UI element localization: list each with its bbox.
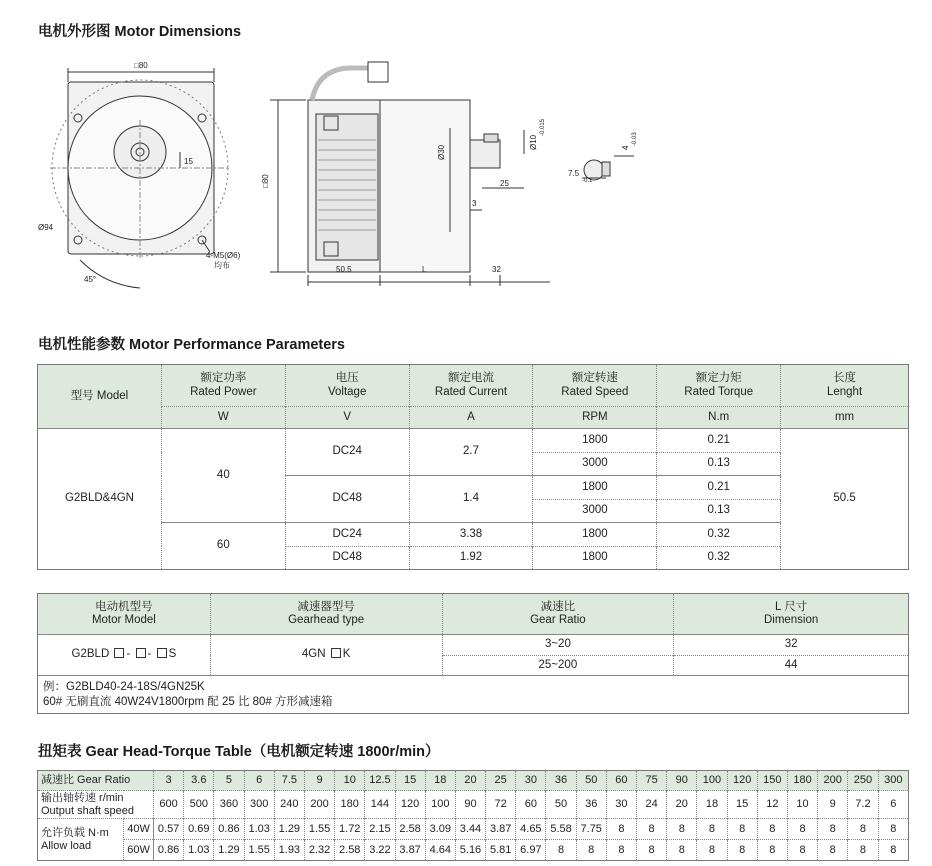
gear-header-ratio: 减速比 Gear Ratio	[442, 594, 674, 635]
torque-load-40w-cell: 8	[757, 819, 787, 840]
perf-unit-nm: N.m	[657, 407, 781, 429]
torque-speed-cell: 300	[244, 791, 274, 819]
perf-voltage: DC24	[285, 429, 409, 476]
torque-load-40w-cell: 4.65	[516, 819, 546, 840]
torque-speed-cell: 20	[667, 791, 697, 819]
torque-title: 扭矩表 Gear Head-Torque Table（电机额定转速 1800r/min）	[38, 744, 440, 760]
torque-speed-cell: 60	[516, 791, 546, 819]
torque-ratio-cell: 200	[818, 771, 848, 791]
torque-ratio-cell: 150	[757, 771, 787, 791]
torque-load-60w-cell: 8	[576, 840, 606, 861]
torque-ratio-cell: 50	[576, 771, 606, 791]
perf-rpm: 3000	[533, 452, 657, 476]
torque-speed-cell: 12	[757, 791, 787, 819]
torque-load-40w-cell: 0.86	[214, 819, 244, 840]
torque-load-60w-cell: 8	[667, 840, 697, 861]
torque-load-60w-cell: 5.16	[455, 840, 485, 861]
label-shaft-gap: 3	[472, 199, 477, 208]
torque-speed-cell: 7.2	[848, 791, 878, 819]
torque-speed-cell: 30	[606, 791, 636, 819]
perf-current: 2.7	[409, 429, 533, 476]
perf-header-speed: 额定转速 Rated Speed	[533, 365, 657, 407]
torque-load-60w-cell: 8	[637, 840, 667, 861]
torque-load-40w-label: 40W	[124, 819, 154, 840]
label-side-height: □80	[261, 174, 270, 188]
torque-ratio-cell: 7.5	[274, 771, 304, 791]
perf-current: 1.92	[409, 546, 533, 570]
torque-load-40w-cell: 3.87	[486, 819, 516, 840]
torque-speed-cell: 500	[184, 791, 214, 819]
performance-title: 电机性能参数 Motor Performance Parameters	[38, 337, 345, 353]
label-len-a: 50.5	[336, 265, 352, 274]
gear-note: 例：G2BLD40-24-18S/4GN25K 60# 无刷直流 40W24V1800rpm 配 25 比 80# 方形减速箱	[38, 676, 909, 714]
torque-load-60w-label: 60W	[124, 840, 154, 861]
label-key-htol: -0.03	[632, 132, 638, 146]
torque-ratio-cell: 300	[878, 771, 908, 791]
gear-dimension: 32	[674, 635, 909, 656]
label-angle: 45°	[84, 275, 97, 284]
torque-ratio-cell: 3	[154, 771, 184, 791]
performance-table	[37, 364, 909, 570]
torque-speed-label: 输出轴转速 r/min Output shaft speed	[38, 791, 154, 819]
label-holes-note: 均布	[214, 261, 230, 270]
perf-current: 3.38	[409, 523, 533, 547]
torque-load-60w-cell: 1.93	[274, 840, 304, 861]
torque-ratio-cell: 60	[606, 771, 636, 791]
torque-load-40w-cell: 1.03	[244, 819, 274, 840]
torque-load-40w-cell: 1.55	[304, 819, 334, 840]
torque-ratio-cell: 20	[455, 771, 485, 791]
torque-load-40w-cell: 7.75	[576, 819, 606, 840]
perf-header-voltage: 电压 Voltage	[285, 365, 409, 407]
torque-speed-cell: 10	[787, 791, 817, 819]
perf-power-60: 60	[161, 523, 285, 570]
perf-header-torque: 额定力矩 Rated Torque	[657, 365, 781, 407]
torque-load-40w-cell: 8	[697, 819, 727, 840]
label-pcd: Ø94	[38, 223, 54, 232]
torque-ratio-cell: 180	[787, 771, 817, 791]
torque-load-40w-cell: 8	[606, 819, 636, 840]
torque-load-40w-cell: 8	[727, 819, 757, 840]
torque-load-60w-cell: 3.22	[365, 840, 395, 861]
perf-voltage: DC48	[285, 546, 409, 570]
torque-ratio-cell: 12.5	[365, 771, 395, 791]
torque-load-60w-cell: 8	[787, 840, 817, 861]
torque-ratio-cell: 3.6	[184, 771, 214, 791]
torque-load-60w-cell: 1.55	[244, 840, 274, 861]
perf-rpm: 1800	[533, 476, 657, 500]
torque-ratio-cell: 25	[486, 771, 516, 791]
torque-speed-cell: 6	[878, 791, 908, 819]
torque-load-40w-cell: 8	[848, 819, 878, 840]
perf-current: 1.4	[409, 476, 533, 523]
perf-rpm: 1800	[533, 523, 657, 547]
torque-load-40w-cell: 3.09	[425, 819, 455, 840]
perf-unit-a: A	[409, 407, 533, 429]
torque-load-40w-cell: 8	[878, 819, 908, 840]
perf-header-power: 额定功率 Rated Power	[161, 365, 285, 407]
torque-ratio-cell: 100	[697, 771, 727, 791]
torque-load-40w-cell: 3.44	[455, 819, 485, 840]
perf-torque: 0.32	[657, 523, 781, 547]
perf-header-model: 型号 Model	[38, 365, 162, 429]
perf-rpm: 1800	[533, 546, 657, 570]
torque-ratio-cell: 250	[848, 771, 878, 791]
perf-torque: 0.21	[657, 476, 781, 500]
torque-ratio-cell: 10	[335, 771, 365, 791]
torque-ratio-cell: 30	[516, 771, 546, 791]
torque-load-60w-cell: 2.32	[304, 840, 334, 861]
torque-ratio-cell: 90	[667, 771, 697, 791]
torque-load-60w-cell: 8	[606, 840, 636, 861]
perf-rpm: 3000	[533, 499, 657, 523]
label-shaft-dia: Ø10	[529, 134, 538, 150]
torque-load-40w-cell: 8	[787, 819, 817, 840]
torque-speed-cell: 360	[214, 791, 244, 819]
torque-load-60w-cell: 2.58	[335, 840, 365, 861]
gear-dimension: 44	[674, 655, 909, 676]
label-bore: Ø30	[437, 144, 446, 160]
torque-speed-cell: 18	[697, 791, 727, 819]
label-len-shaft: 32	[492, 265, 501, 274]
torque-load-60w-cell: 6.97	[516, 840, 546, 861]
gear-ratio: 3~20	[442, 635, 674, 656]
label-len-l: L	[422, 265, 427, 274]
perf-unit-w: W	[161, 407, 285, 429]
torque-ratio-cell: 9	[304, 771, 334, 791]
torque-load-60w-cell: 3.87	[395, 840, 425, 861]
torque-speed-cell: 36	[576, 791, 606, 819]
torque-speed-cell: 15	[727, 791, 757, 819]
torque-load-label: 允许负载 N·m Allow load	[38, 819, 124, 861]
perf-model: G2BLD&4GN	[38, 429, 162, 570]
torque-load-60w-cell: 4.64	[425, 840, 455, 861]
torque-load-40w-cell: 0.57	[154, 819, 184, 840]
perf-torque: 0.13	[657, 452, 781, 476]
torque-load-40w-cell: 2.58	[395, 819, 425, 840]
torque-ratio-cell: 36	[546, 771, 576, 791]
torque-load-40w-cell: 2.15	[365, 819, 395, 840]
perf-power-40: 40	[161, 429, 285, 523]
gearhead-table	[37, 593, 909, 714]
torque-ratio-label: 减速比 Gear Ratio	[38, 771, 154, 791]
torque-load-60w-cell: 8	[546, 840, 576, 861]
torque-load-40w-cell: 5.58	[546, 819, 576, 840]
perf-unit-mm: mm	[781, 407, 909, 429]
perf-torque: 0.32	[657, 546, 781, 570]
perf-unit-v: V	[285, 407, 409, 429]
perf-length: 50.5	[781, 429, 909, 570]
perf-voltage: DC48	[285, 476, 409, 523]
torque-speed-cell: 600	[154, 791, 184, 819]
label-key-tol: -0.1	[582, 178, 593, 184]
torque-load-40w-cell: 0.69	[184, 819, 214, 840]
torque-load-60w-cell: 8	[848, 840, 878, 861]
torque-load-60w-cell: 8	[757, 840, 787, 861]
torque-load-60w-cell: 5.81	[486, 840, 516, 861]
gear-header-dimension: L 尺寸 Dimension	[674, 594, 909, 635]
torque-speed-cell: 200	[304, 791, 334, 819]
torque-speed-cell: 90	[455, 791, 485, 819]
perf-unit-rpm: RPM	[533, 407, 657, 429]
torque-load-60w-cell: 1.03	[184, 840, 214, 861]
label-key-h: 4	[621, 145, 630, 150]
perf-voltage: DC24	[285, 523, 409, 547]
label-square: □80	[134, 61, 148, 70]
torque-speed-cell: 24	[637, 791, 667, 819]
gear-header-motor: 电动机型号 Motor Model	[38, 594, 211, 635]
gear-motor-model: G2BLD - - S	[38, 635, 211, 676]
gear-ratio: 25~200	[442, 655, 674, 676]
torque-ratio-cell: 5	[214, 771, 244, 791]
label-holes: 4-M5(Ø6)	[206, 251, 241, 260]
label-key-w: 7.5	[568, 169, 580, 178]
torque-load-60w-cell: 1.29	[214, 840, 244, 861]
label-shaft-tol: -0.015	[540, 118, 546, 136]
torque-ratio-cell: 120	[727, 771, 757, 791]
torque-load-60w-cell: 0.86	[154, 840, 184, 861]
label-shaft-len: 25	[500, 179, 509, 188]
torque-speed-cell: 180	[335, 791, 365, 819]
perf-header-length: 长度 Lenght	[781, 365, 909, 407]
torque-load-60w-cell: 8	[697, 840, 727, 861]
perf-torque: 0.21	[657, 429, 781, 453]
gear-gearhead-type: 4GN K	[210, 635, 442, 676]
torque-speed-cell: 72	[486, 791, 516, 819]
torque-ratio-cell: 18	[425, 771, 455, 791]
torque-ratio-cell: 75	[637, 771, 667, 791]
torque-speed-cell: 120	[395, 791, 425, 819]
dimensions-title: 电机外形图 Motor Dimensions	[38, 24, 242, 40]
torque-load-60w-cell: 8	[878, 840, 908, 861]
torque-speed-cell: 240	[274, 791, 304, 819]
label-offset: 15	[184, 157, 193, 166]
motor-dimension-drawing	[30, 60, 650, 300]
torque-table	[37, 770, 909, 861]
perf-rpm: 1800	[533, 429, 657, 453]
torque-speed-cell: 144	[365, 791, 395, 819]
torque-load-40w-cell: 8	[637, 819, 667, 840]
torque-load-40w-cell: 1.29	[274, 819, 304, 840]
perf-header-current: 额定电流 Rated Current	[409, 365, 533, 407]
torque-speed-cell: 50	[546, 791, 576, 819]
torque-ratio-cell: 15	[395, 771, 425, 791]
torque-load-60w-cell: 8	[727, 840, 757, 861]
torque-load-40w-cell: 1.72	[335, 819, 365, 840]
torque-ratio-cell: 6	[244, 771, 274, 791]
perf-torque: 0.13	[657, 499, 781, 523]
torque-speed-cell: 9	[818, 791, 848, 819]
torque-load-40w-cell: 8	[818, 819, 848, 840]
gear-header-gearhead: 减速器型号 Gearhead type	[210, 594, 442, 635]
torque-load-60w-cell: 8	[818, 840, 848, 861]
torque-speed-cell: 100	[425, 791, 455, 819]
torque-load-40w-cell: 8	[667, 819, 697, 840]
